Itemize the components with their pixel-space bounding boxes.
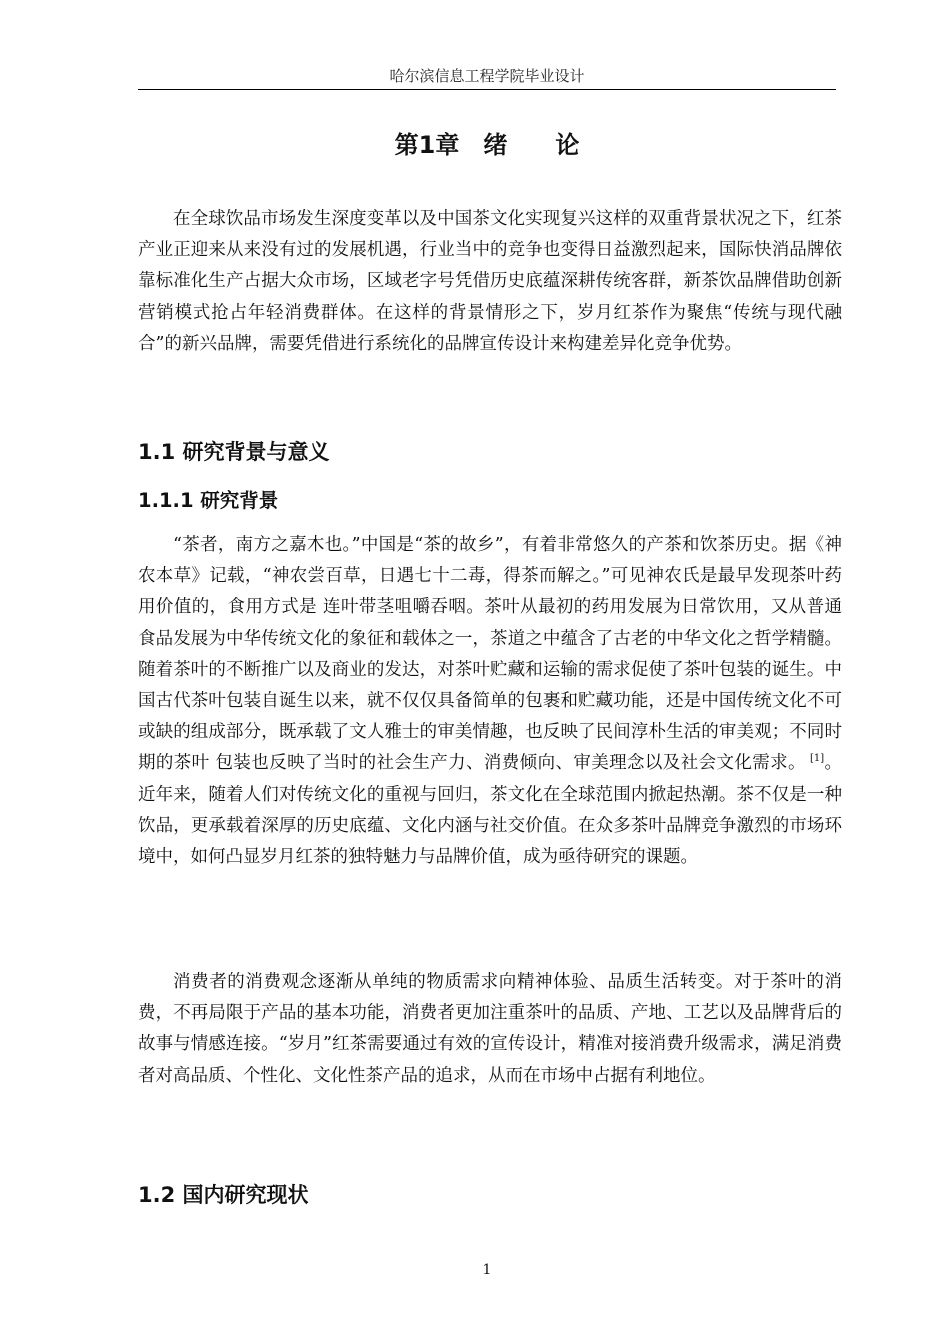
running-header: 哈尔滨信息工程学院毕业设计	[389, 67, 585, 85]
citation-reference: [1]	[809, 753, 825, 765]
background-paragraph-1-continuation: 。近年来，随着人们对传统文化的重视与回归，茶文化在全球范围内掀起热潮。茶不仅是一种饮品，更承载着深厚的历史底蕴、文化内涵与社交价值。在众多茶叶品牌竞争激烈的市场环境中，如何凸显岁月红茶的独特魅力与品牌价值，成为亟待研究的课题。	[138, 753, 843, 868]
background-paragraph-1	[138, 530, 842, 873]
background-paragraph-1-text: “茶者，南方之嘉木也。”中国是“茶的故乡”，有着非常悠久的产茶和饮茶历史。据《神农本草》记载，“神农尝百草，日遇七十二毒，得茶而解之。”可见神农氏是最早发现茶叶药用价值的，食用方式是 连叶带茎咀嚼吞咽。茶叶从最初的药用发展为日常饮用，又从普通食品发展为中华传统文化的象征和载体之一，茶道之中蕴含了古老的中华文化之哲学精髓。随着茶叶的不断推广以及商业的发达，对茶叶贮藏和运输的需求促使了茶叶包装的诞生。中国古代茶叶包装自诞生以来，就不仅仅具备简单的包裹和贮藏功能，还是中国传统文化不可或缺的组成部分，既承载了文人雅士的审美情趣，也反映了民间淳朴生活的审美观；不同时期的茶叶 包装也反映了当时的社会生产力、消费倾向、审美理念以及社会文化需求。	[138, 535, 842, 774]
page-number: 1	[482, 1262, 492, 1278]
section-heading-1-2: 1.2 国内研究现状	[138, 1183, 309, 1207]
section-heading-1-1: 1.1 研究背景与意义	[138, 440, 330, 464]
background-paragraph-2: 消费者的消费观念逐渐从单纯的物质需求向精神体验、品质生活转变。对于茶叶的消费，不再局限于产品的基本功能，消费者更加注重茶叶的品质、产地、工艺以及品牌背后的故事与情感连接。“岁月”红茶需要通过有效的宣传设计，精准对接消费升级需求，满足消费者对高品质、个性化、文化性茶产品的追求，从而在市场中占据有利地位。	[138, 972, 842, 1086]
header-divider	[138, 89, 836, 90]
subsection-heading-1-1-1: 1.1.1 研究背景	[138, 489, 279, 512]
intro-paragraph: 在全球饮品市场发生深度变革以及中国茶文化实现复兴这样的双重背景状况之下，红茶产业正迎来从来没有过的发展机遇，行业当中的竞争也变得日益激烈起来，国际快消品牌依靠标准化生产占据大众市场，区域老字号凭借历史底蕴深耕传统客群，新茶饮品牌借助创新营销模式抢占年轻消费群体。在这样的背景情形之下，岁月红茶作为聚焦“传统与现代融合”的新兴品牌，需要凭借进行系统化的品牌宣传设计来构建差异化竞争优势。	[138, 209, 842, 354]
chapter-title: 第1章 绪 论	[394, 131, 580, 159]
